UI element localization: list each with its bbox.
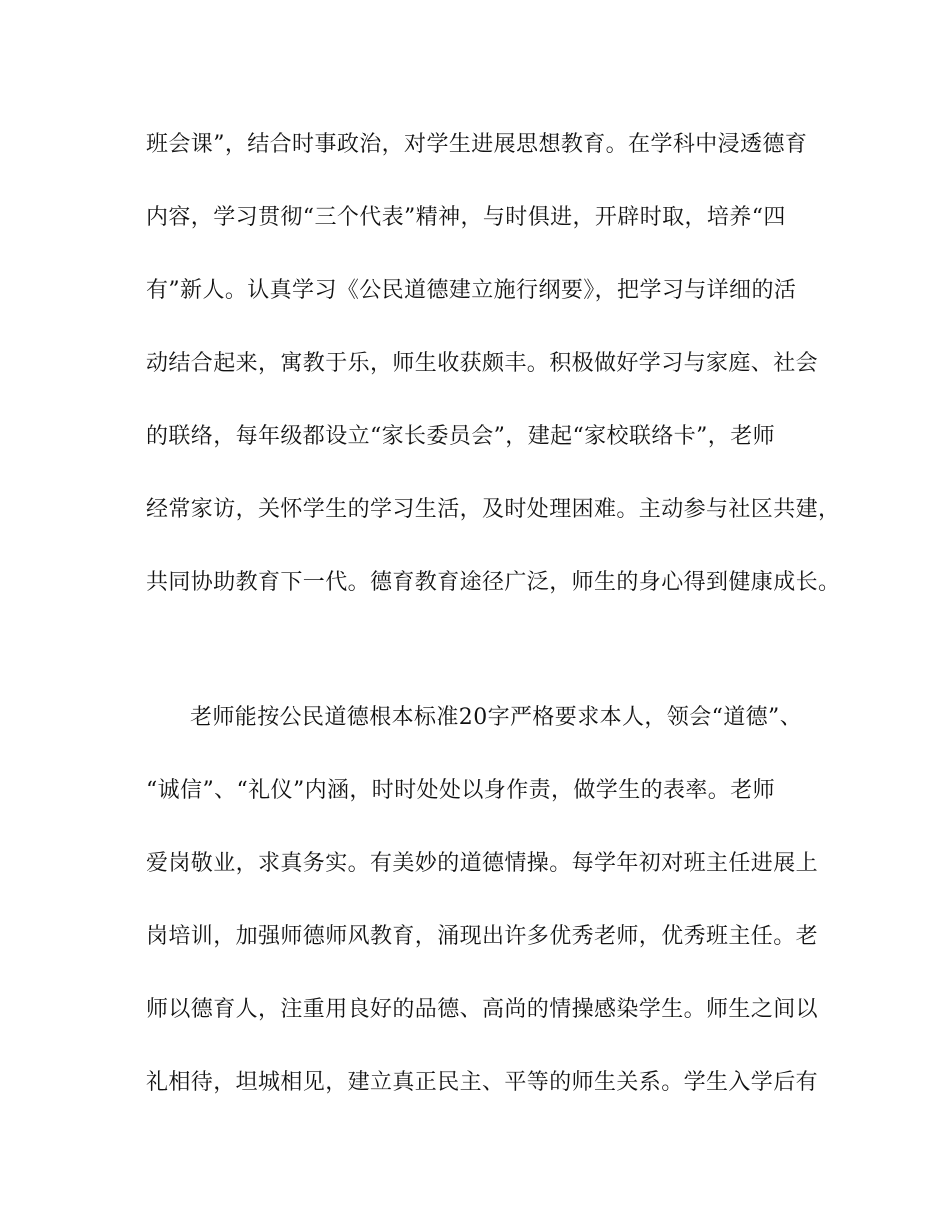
paragraph-line: 礼相待，坦城相见，建立真正民主、平等的师生关系。学生入学后有 [146,1070,819,1095]
paragraph-line: 有”新人。认真学习《公民道德建立施行纲要》，把学习与详细的活 [146,278,797,303]
paragraph-line: “诚信”、“礼仪”内涵，时时处处以身作责，做学生的表率。老师 [146,778,775,803]
paragraph-line: 班会课”，结合时事政治，对学生进展思想教育。在学科中浸透德育 [146,132,808,157]
paragraph-line: 共同协助教育下一代。德育教育途径广泛，师生的身心得到健康成长。 [146,570,841,595]
paragraph-line: 岗培训，加强师德师风教育，涌现出许多优秀老师，优秀班主任。老 [146,924,819,949]
paragraph-line: 内容，学习贯彻“三个代表”精神，与时俱进，开辟时取，培养“四 [146,205,786,230]
paragraph-line: 的联络，每年级都设立“家长委员会”，建起“家校联络卡”，老师 [146,424,775,449]
paragraph-line: 师以德育人，注重用良好的品德、高尚的情操感染学生。师生之间以 [146,997,819,1022]
paragraph-line: 爱岗敬业，求真务实。有美妙的道德情操。每学年初对班主任进展上 [146,851,819,876]
paragraph-line: 老师能按公民道德根本标准20字严格要求本人，领会“道德”、 [190,705,803,730]
paragraph-line: 动结合起来，寓教于乐，师生收获颇丰。积极做好学习与家庭、社会 [146,351,819,376]
paragraph-line: 经常家访，关怀学生的学习生活，及时处理困难。主动参与社区共建， [146,497,841,522]
